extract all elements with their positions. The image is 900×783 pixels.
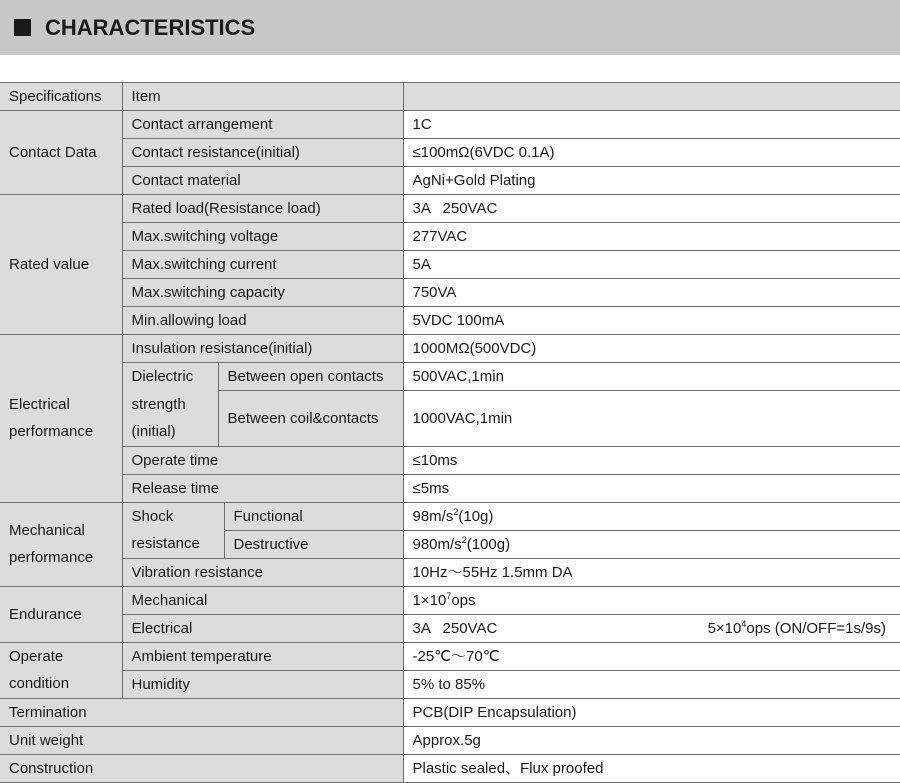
item-label: Operate time [122,446,403,474]
item-value: PCB(DIP Encapsulation) [403,698,900,726]
item-label: Unit weight [0,726,403,754]
group-electrical-performance: Electrical performance [0,335,122,503]
item-value [403,530,900,558]
value-exponent: 4 [741,618,747,629]
item-value: -25℃～70℃ [403,642,900,670]
value-right [708,615,886,642]
table-row [0,279,900,307]
item-label: Max.switching voltage [122,223,403,251]
table-row [0,139,900,167]
table-row [0,307,900,335]
table-row [0,363,900,391]
section-title: CHARACTERISTICS [45,15,256,40]
value-base: 98m/s [412,507,454,525]
subgroup-shock-resistance: Shock resistance [122,502,224,558]
table-row [0,223,900,251]
table-row [0,726,900,754]
item-value: AgNi+Gold Plating [403,167,900,195]
item-value [403,614,900,642]
table-row [0,111,900,139]
item-label: Termination [0,698,403,726]
item-value: 1000VAC,1min [403,391,900,446]
item-value: ≤5ms [403,474,900,502]
table-row [0,614,900,642]
table-row [0,446,900,474]
table-row [0,474,900,502]
group-mechanical-performance: Mechanical performance [0,502,122,586]
table-row [0,195,900,223]
value-tail: (100g) [466,535,511,553]
value-tail: ops (ON/OFF=1s/9s) [746,619,886,637]
table-row [0,670,900,698]
item-label: Max.switching capacity [122,279,403,307]
item-label: Max.switching current [122,251,403,279]
item-value: 1000MΩ(500VDC) [403,335,900,363]
characteristics-table [0,82,900,783]
group-endurance: Endurance [0,586,122,642]
item-label: Insulation resistance(initial) [122,335,403,363]
value-exponent: 7 [446,590,452,601]
table-row [0,502,900,530]
item-value: Plastic sealed、Flux proofed [403,754,900,782]
item-value: 1C [403,111,900,139]
item-value: ≤100mΩ(6VDC 0.1A) [403,139,900,167]
value-exponent: 2 [461,534,467,545]
item-label: Min.allowing load [122,307,403,335]
subgroup-dielectric-strength: Dielectric strength (initial) [122,363,218,447]
table-row [0,558,900,586]
value-tail: ops [451,591,476,609]
item-value: Approx.5g [403,726,900,754]
item-label: Vibration resistance [122,558,403,586]
value-exponent: 2 [453,506,459,517]
group-rated-value: Rated value [0,195,122,335]
item-value: 500VAC,1min [403,363,900,391]
table-row [0,586,900,614]
group-contact-data: Contact Data [0,111,122,195]
item-value: 277VAC [403,223,900,251]
value-base: 5×10 [707,619,742,637]
table-row [0,642,900,670]
value-base: 1×10 [412,591,447,609]
item-label: Rated load(Resistance load) [122,195,403,223]
item-value: 10Hz～55Hz 1.5mm DA [403,558,900,586]
table-row [0,251,900,279]
item-value: 3A 250VAC [403,195,900,223]
group-operate-condition: Operate condition [0,642,122,698]
item-value [403,502,900,530]
item-label: Ambient temperature [122,642,403,670]
item-label: Construction [0,754,403,782]
item-label: Mechanical [122,586,403,614]
item-value: 750VA [403,279,900,307]
item-label: Between coil&contacts [218,391,403,446]
item-label: Destructive [224,530,403,558]
item-value: 5A [403,251,900,279]
header-specifications: Specifications [0,83,122,111]
table-row [0,698,900,726]
item-label: Contact material [122,167,403,195]
item-label: Functional [224,502,403,530]
section-header [0,0,900,55]
value-base: 980m/s [412,535,462,553]
table-row [0,167,900,195]
table-row [0,335,900,363]
item-label: Release time [122,474,403,502]
value-split [413,615,900,642]
item-value: 5VDC 100mA [403,307,900,335]
item-label: Electrical [122,614,403,642]
item-label: Contact resistance(initial) [122,139,403,167]
item-value: ≤10ms [403,446,900,474]
table-header-row [0,83,900,111]
header-value [403,83,900,111]
item-label: Contact arrangement [122,111,403,139]
header-item: Item [122,83,403,111]
item-value: 5% to 85% [403,670,900,698]
value-tail: (10g) [458,507,494,525]
item-label: Humidity [122,670,403,698]
value-left: 3A 250VAC [412,619,498,637]
square-bullet-icon [14,19,31,36]
item-value [403,586,900,614]
item-label: Between open contacts [218,363,403,391]
table-row [0,754,900,782]
